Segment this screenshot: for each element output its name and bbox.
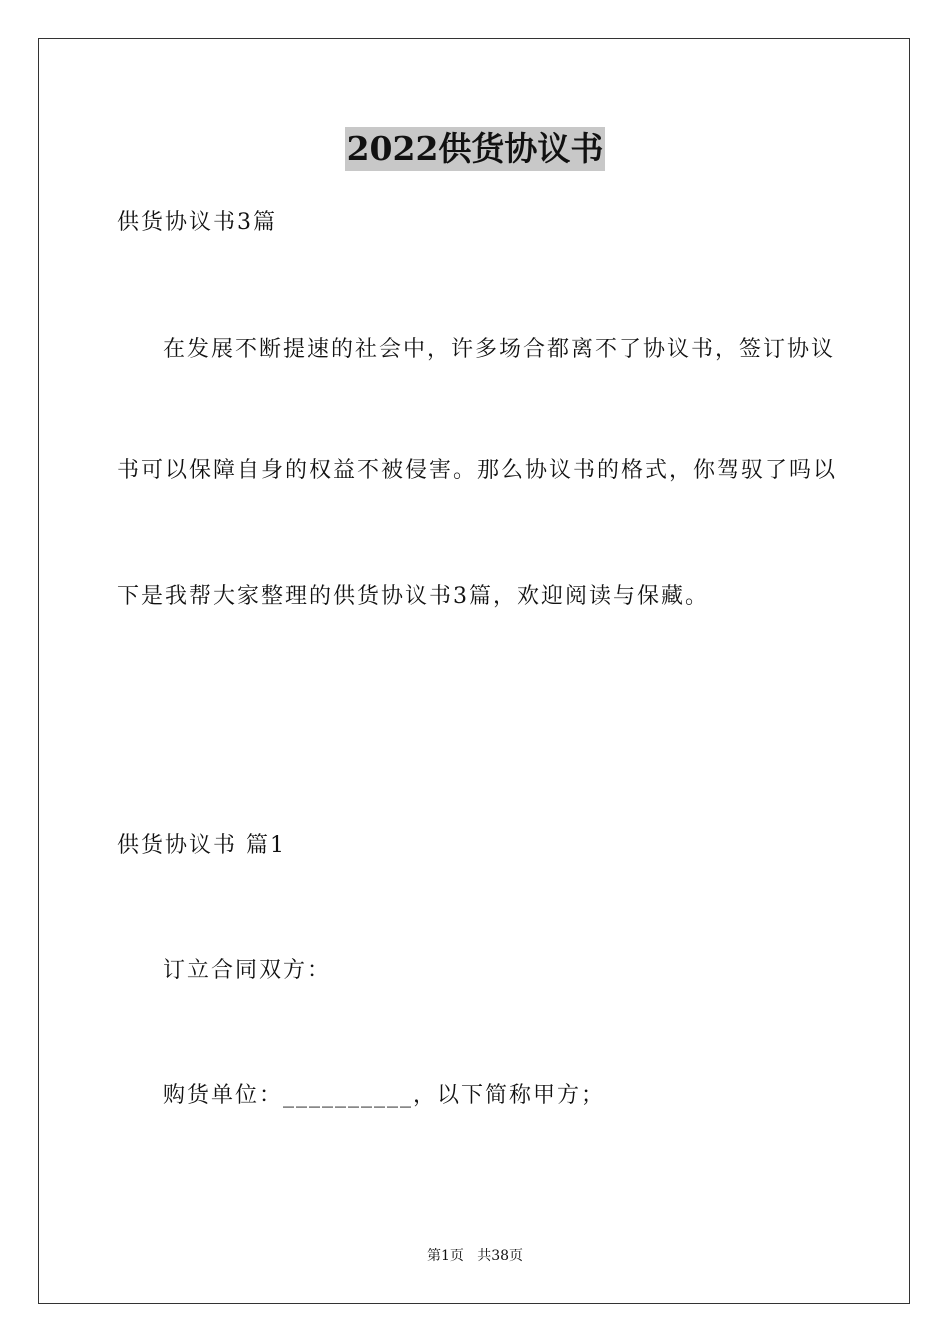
intro-paragraph-line-2: 书可以保障自身的权益不被侵害。那么协议书的格式，你驾驭了吗以	[117, 458, 838, 483]
document-subtitle: 供货协议书3篇	[117, 210, 277, 235]
intro-paragraph-line-3: 下是我帮大家整理的供货协议书3篇，欢迎阅读与保藏。	[117, 584, 709, 609]
buyer-line: 购货单位：__________，以下简称甲方；	[163, 1083, 606, 1108]
document-title: 2022供货协议书	[345, 127, 606, 171]
page-footer: 第1页 共38页	[426, 1248, 524, 1264]
intro-paragraph-line-1: 在发展不断提速的社会中，许多场合都离不了协议书，签订协议	[163, 337, 836, 362]
title-container	[0, 127, 950, 171]
parties-label: 订立合同双方：	[163, 958, 332, 983]
section-heading: 供货协议书 篇1	[117, 833, 286, 858]
